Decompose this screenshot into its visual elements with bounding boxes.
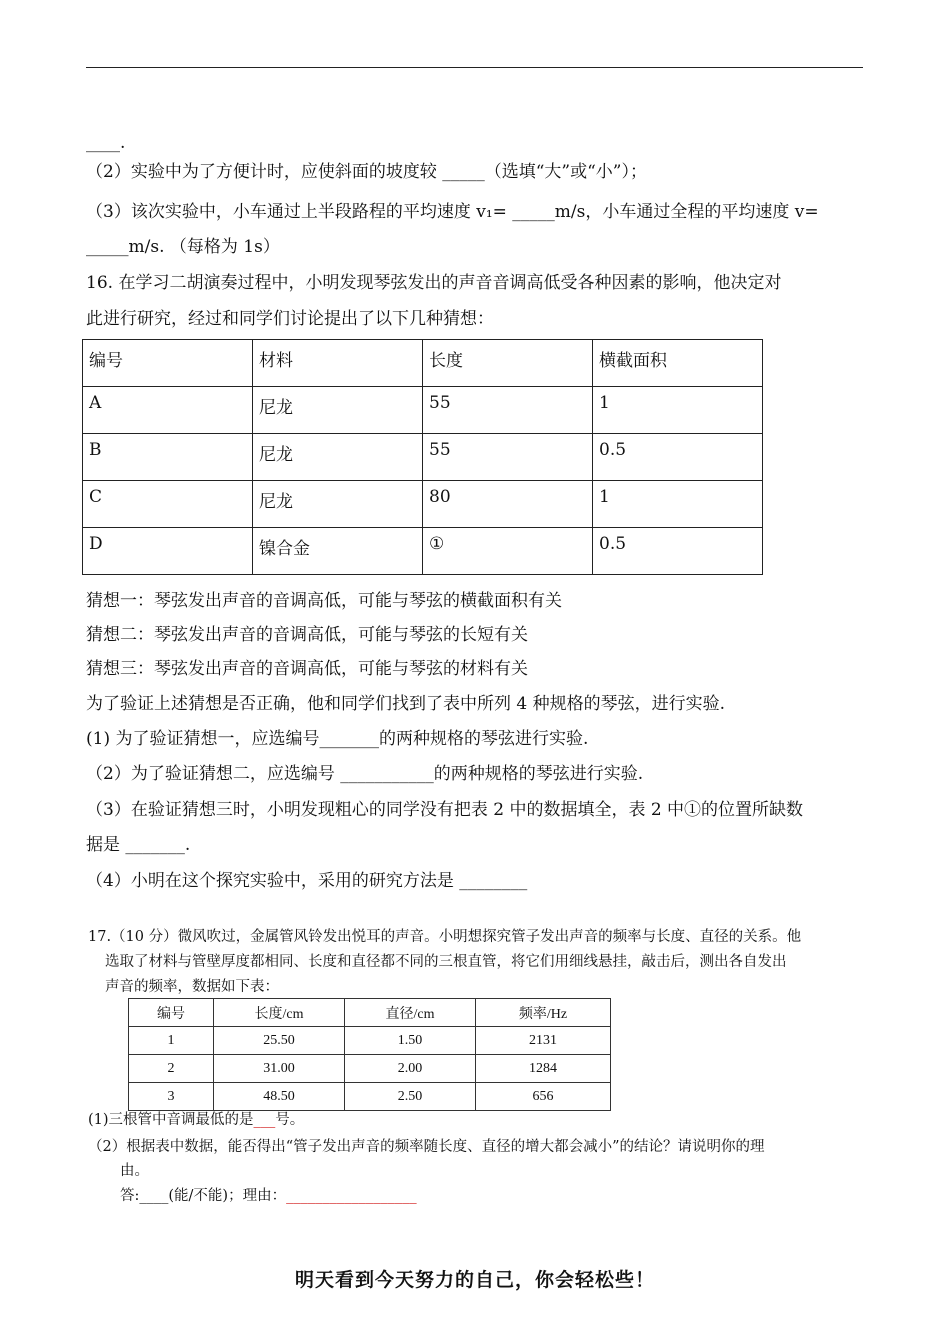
verify-statement: 为了验证上述猜想是否正确，他和同学们找到了表中所列 4 种规格的琴弦，进行实验. (86, 694, 726, 714)
table-row (129, 1083, 611, 1111)
q17-sub1 (88, 1110, 304, 1130)
table-header-cell: 直径/cm (345, 999, 476, 1027)
table-cell: A (83, 387, 253, 434)
guess-3: 猜想三：琴弦发出声音的音调高低，可能与琴弦的材料有关 (86, 659, 528, 679)
answer-options: (能/不能)；理由： (168, 1188, 287, 1204)
q17-sub1-blank: ___ (253, 1112, 276, 1128)
table-header-cell: 长度 (423, 340, 593, 387)
q17-intro-line3: 声音的频率，数据如下表： (105, 979, 279, 995)
table-cell: 55 (423, 387, 593, 434)
table-cell: 1 (593, 481, 763, 528)
table-cell: D (83, 528, 253, 575)
table-cell: 1.50 (345, 1027, 476, 1055)
q17-sub2-line2: 由。 (120, 1163, 149, 1179)
guess-1: 猜想一：琴弦发出声音的音调高低，可能与琴弦的横截面积有关 (86, 591, 562, 611)
table-cell: 1 (593, 387, 763, 434)
table-cell: 55 (423, 434, 593, 481)
guess-2: 猜想二：琴弦发出声音的音调高低，可能与琴弦的长短有关 (86, 625, 528, 645)
header-rule (86, 67, 863, 68)
table-cell: 2.50 (345, 1083, 476, 1111)
answer-blank: ____ (139, 1188, 169, 1204)
q16-sub1: (1) 为了验证猜想一，应选编号_______的两种规格的琴弦进行实验. (86, 729, 589, 749)
q16-sub2: （2）为了验证猜想二，应选编号 ___________的两种规格的琴弦进行实验. (86, 764, 644, 784)
q17-sub2-line1: （2）根据表中数据，能否得出“管子发出声音的频率随长度、直径的增大都会减小”的结论？请说明你的理 (88, 1139, 765, 1155)
q15-part3-line1: （3）该次实验中，小车通过上半段路程的平均速度 v₁= _____m/s，小车通过全程的平均速度 v= (86, 202, 819, 222)
footer-motto: 明天看到今天努力的自己，你会轻松些！ (294, 1269, 655, 1291)
q16-intro-line1: 16. 在学习二胡演奏过程中，小明发现琴弦发出的声音音调高低受各种因素的影响，他决定对 (86, 273, 782, 293)
table-cell: ① (423, 528, 593, 575)
q17-answer-line (120, 1186, 417, 1206)
table-cell: 656 (476, 1083, 611, 1111)
q16-sub3-line1: （3）在验证猜想三时，小明发现粗心的同学没有把表 2 中的数据填全，表 2 中①的位置所缺数 (86, 800, 804, 820)
table-header-cell: 频率/Hz (476, 999, 611, 1027)
table-cell: B (83, 434, 253, 481)
table-header-cell: 编号 (129, 999, 214, 1027)
table-row (129, 1055, 611, 1083)
table-cell: 0.5 (593, 528, 763, 575)
table-header-cell: 材料 (253, 340, 423, 387)
table-row (129, 1027, 611, 1055)
table-cell: 2 (129, 1055, 214, 1083)
string-spec-table (82, 339, 763, 575)
answer-label: 答: (120, 1188, 140, 1204)
table-header-cell: 横截面积 (593, 340, 763, 387)
table-row (83, 528, 763, 575)
pipe-frequency-table (128, 998, 611, 1111)
table-header-cell: 长度/cm (214, 999, 345, 1027)
table-header-row (129, 999, 611, 1027)
table-row (83, 387, 763, 434)
q17-sub1-prefix: (1)三根管中音调最低的是 (88, 1112, 254, 1128)
table-cell: 3 (129, 1083, 214, 1111)
table-cell: C (83, 481, 253, 528)
q16-sub3-line2: 据是 _______. (86, 835, 191, 855)
reason-blank: __________________ (286, 1188, 417, 1204)
table-cell: 尼龙 (253, 481, 423, 528)
table-row (83, 481, 763, 528)
table-cell: 31.00 (214, 1055, 345, 1083)
q17-sub1-suffix: 号。 (275, 1112, 305, 1128)
q16-intro-line2: 此进行研究，经过和同学们讨论提出了以下几种猜想： (86, 309, 494, 329)
top-fragment: ____. (86, 133, 126, 153)
table-cell: 80 (423, 481, 593, 528)
table-cell: 尼龙 (253, 434, 423, 481)
table-cell: 0.5 (593, 434, 763, 481)
table-cell: 1284 (476, 1055, 611, 1083)
table-cell: 2131 (476, 1027, 611, 1055)
table-cell: 1 (129, 1027, 214, 1055)
table-cell: 镍合金 (253, 528, 423, 575)
table-cell: 2.00 (345, 1055, 476, 1083)
table-header-cell: 编号 (83, 340, 253, 387)
q17-intro-line2: 选取了材料与管壁厚度都相同、长度和直径都不同的三根直管，将它们用细线悬挂，敲击后，测出各自发出 (105, 954, 787, 970)
q15-part2: （2）实验中为了方便计时，应使斜面的坡度较 _____（选填“大”或“小”）； (86, 162, 647, 182)
q15-part3-line2: _____m/s. （每格为 1s） (86, 237, 280, 257)
q17-intro-line1: 17.（10 分）微风吹过，金属管风铃发出悦耳的声音。小明想探究管子发出声音的频率与长度、直径的关系。他 (88, 929, 802, 945)
table-cell: 48.50 (214, 1083, 345, 1111)
table-header-row (83, 340, 763, 387)
table-cell: 25.50 (214, 1027, 345, 1055)
q16-sub4: （4）小明在这个探究实验中，采用的研究方法是 ________ (86, 871, 528, 891)
table-cell: 尼龙 (253, 387, 423, 434)
table-row (83, 434, 763, 481)
